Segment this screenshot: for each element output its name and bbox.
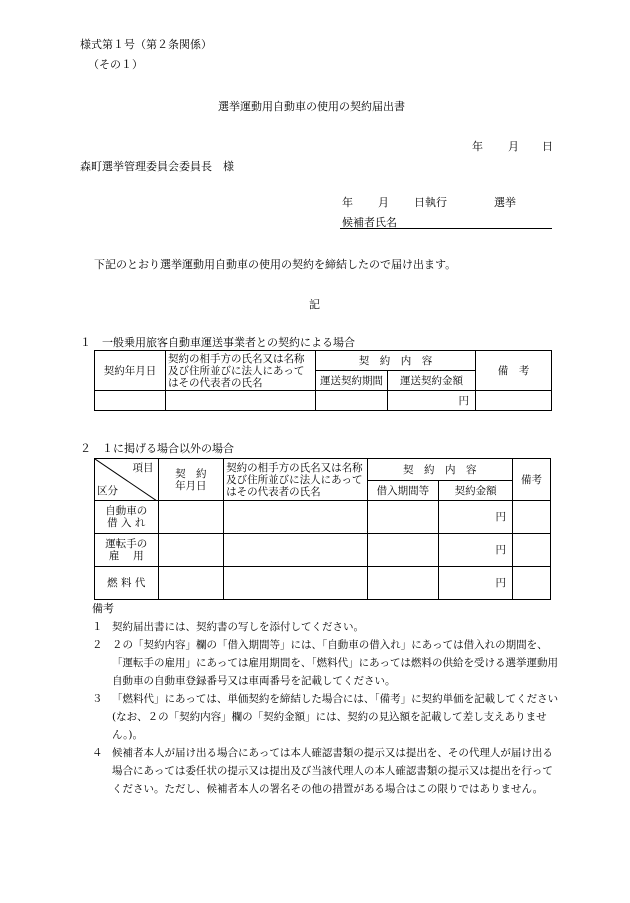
row-label-line1: 自動車の [105,505,148,517]
s2-col-item-class [95,459,159,501]
s1-cell-amount[interactable]: 円 [388,391,476,411]
cell-remarks[interactable] [513,534,551,567]
cell-date[interactable] [158,501,224,534]
section2-table [94,458,551,600]
cell-period[interactable] [367,567,439,600]
section2-heading: ２ １に掲げる場合以外の場合 [80,442,234,455]
note-number: １ [92,621,103,633]
note-number: ３ [92,693,103,705]
note-text: 「燃料代」にあっては、単価契約を締結した場合には、「備考」に契約単価を記載してください(なお、２の「契約内容」欄の「契約金額」には、契約の見込額を記載して差し支えありません。)。 [112,693,559,741]
row-label-line1: 運転手の [105,538,148,550]
row-label-car [95,501,159,534]
ki-mark: 記 [309,298,320,311]
notes-heading: 備考 [92,602,114,615]
s1-col-amount: 運送契約金額 [388,371,476,391]
addressee: 森町選挙管理委員会委員長 様 [80,160,234,173]
note-number: ４ [92,747,103,759]
s1-cell-date[interactable] [95,391,166,411]
note-item [92,636,562,690]
s1-cell-period[interactable] [316,391,388,411]
section1-table [94,350,552,411]
s2-col-period: 借入期間等 [367,481,439,501]
note-item [92,690,562,744]
s1-col-remarks: 備 考 [476,351,552,391]
cell-amount[interactable]: 円 [439,501,513,534]
row-label-line2: 雇 用 [108,550,144,562]
s2-col-amount: 契約金額 [439,481,513,501]
cell-date[interactable] [158,534,224,567]
note-number: ２ [92,639,103,651]
cell-party[interactable] [224,534,367,567]
page-title: 選挙運動用自動車の使用の契約届出書 [218,100,405,113]
table-row [95,501,551,534]
s1-cell-party[interactable] [166,391,316,411]
cell-remarks[interactable] [513,567,551,600]
candidate-name-underline [340,228,552,229]
date-year: 年 [472,140,483,153]
s2-col-class: 区分 [97,485,118,497]
date-month: 月 [508,140,519,153]
candidate-name-label: 候補者氏名 [342,216,397,229]
s1-col-date: 契約年月日 [95,351,166,391]
note-item [92,618,562,636]
row-label-fuel: 燃 料 代 [95,567,159,600]
s2-col-contents: 契 約 内 容 [367,459,512,481]
table-row [95,567,551,600]
s2-col-date-1: 契 約 [175,467,207,480]
section1-heading: １ 一般乗用旅客自動車運送事業者との契約による場合 [80,336,355,349]
cell-date[interactable] [158,567,224,600]
intro-text: 下記のとおり選挙運動用自動車の使用の契約を締結したので届け出ます。 [94,258,457,271]
s1-col-contents: 契 約 内 容 [316,351,476,371]
row-label-line2: 借 入 れ [107,517,146,529]
election-day-exec: 日執行 [414,196,447,209]
note-item [92,744,562,798]
cell-party[interactable] [224,501,367,534]
election-year: 年 [342,196,353,209]
table-row [95,534,551,567]
date-day: 日 [542,140,553,153]
note-text: ２の「契約内容」欄の「借入期間等」には、「自動車の借入れ」にあっては借入れの期間を、「運転手の雇用」にあっては雇用期間を、「燃料代」にあっては燃料の供給を受ける選挙運動用自動車の自動車登録番号又は車両番号を記載してください。 [112,639,559,687]
s2-col-date [158,459,224,501]
cell-party[interactable] [224,567,367,600]
form-number: 様式第１号（第２条関係） [80,38,212,51]
election-suffix: 選挙 [494,196,516,209]
notes-list [92,618,562,798]
note-text: 候補者本人が届け出る場合にあっては本人確認書類の提示又は提出を、その代理人が届け出る場合にあっては委任状の提示又は提出及び当該代理人の本人確認書類の提示又は提出を行ってください。ただし、候補者本人の署名その他の措置がある場合はこの限りではありません。 [112,747,553,795]
election-month: 月 [378,196,389,209]
cell-period[interactable] [367,534,439,567]
s1-col-period: 運送契約期間 [316,371,388,391]
s2-col-party: 契約の相手方の氏名又は名称及び住所並びに法人にあってはその代表者の氏名 [224,459,367,501]
cell-amount[interactable]: 円 [439,567,513,600]
s2-col-date-2: 年月日 [175,479,207,492]
note-text: 契約届出書には、契約書の写しを添付してください。 [112,621,364,633]
form-part: （その１） [88,58,143,71]
row-label-driver [95,534,159,567]
cell-remarks[interactable] [513,501,551,534]
s2-col-remarks: 備考 [513,459,551,501]
s2-col-item: 項目 [132,462,154,474]
s1-col-party: 契約の相手方の氏名又は名称及び住所並びに法人にあってはその代表者の氏名 [166,351,316,391]
cell-period[interactable] [367,501,439,534]
cell-amount[interactable]: 円 [439,534,513,567]
s1-cell-remarks[interactable] [476,391,552,411]
